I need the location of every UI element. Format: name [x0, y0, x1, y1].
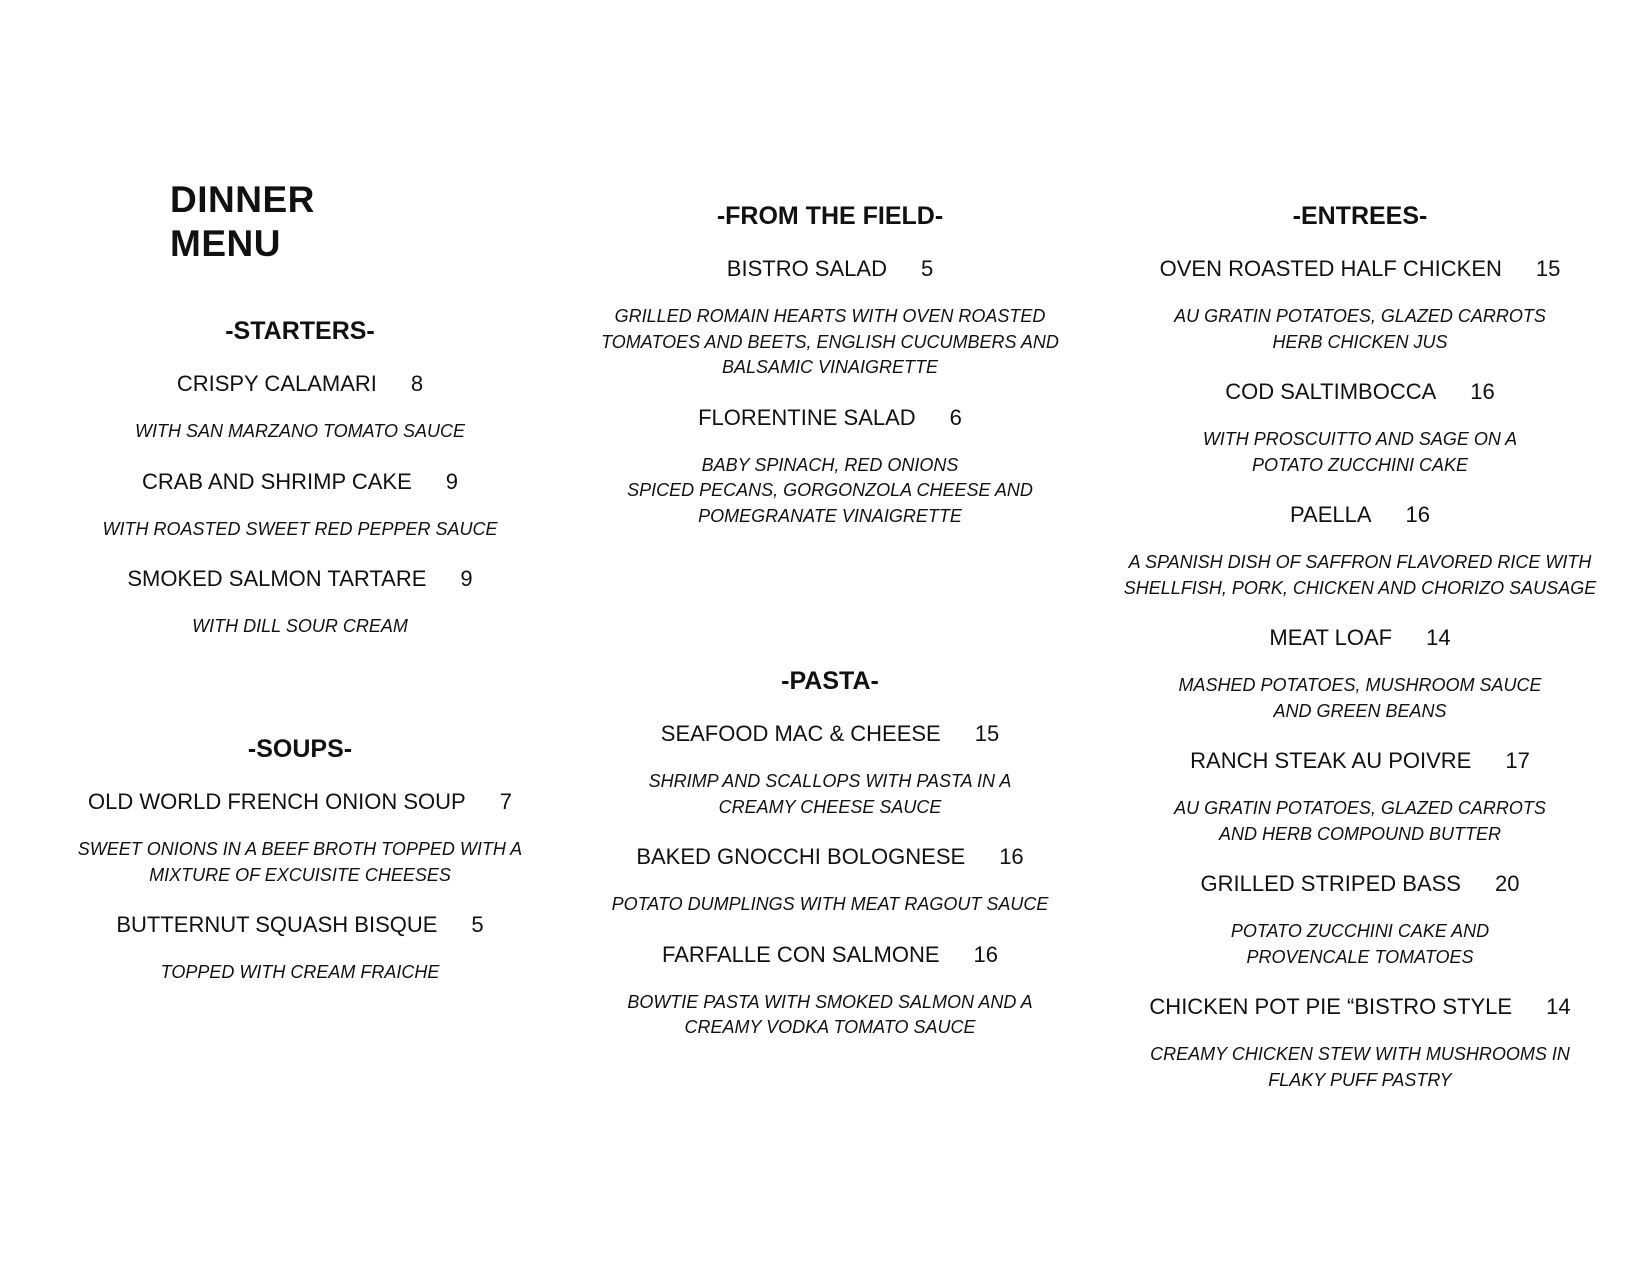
- item-description: [575, 304, 1085, 381]
- item-description: [1110, 427, 1610, 478]
- item-price: 5: [920, 256, 934, 281]
- item-description: [1110, 796, 1610, 847]
- item-description: [60, 419, 540, 445]
- item-description: [60, 614, 540, 640]
- item-description-line: WITH DILL SOUR CREAM: [192, 616, 408, 636]
- item-name: CHICKEN POT PIE “BISTRO STYLE: [1149, 994, 1513, 1019]
- item-line: [575, 403, 1085, 433]
- menu-item: [575, 254, 1085, 381]
- item-description-line: POMEGRANATE VINAIGRETTE: [698, 505, 962, 526]
- item-price: 16: [1470, 379, 1495, 404]
- item-line: [1110, 746, 1610, 776]
- item-line: [60, 467, 540, 497]
- item-description-line: CREAMY CHEESE SAUCE: [718, 796, 942, 817]
- section-heading-soups: -SOUPS-: [247, 735, 353, 763]
- item-line: [60, 564, 540, 594]
- menu-item: [1110, 377, 1610, 478]
- item-description: [60, 837, 540, 888]
- item-description-line: SWEET ONIONS IN A BEEF BROTH TOPPED WITH A: [77, 839, 523, 859]
- item-line: [1110, 377, 1610, 407]
- item-description-line: MASHED POTATOES, MUSHROOM SAUCE: [1178, 675, 1542, 695]
- item-line: [1110, 623, 1610, 653]
- item-description: [1110, 919, 1610, 970]
- item-name: CRAB AND SHRIMP CAKE: [141, 468, 412, 494]
- menu-item: [60, 369, 540, 445]
- section-heading-entrees: -ENTREES-: [1292, 202, 1428, 230]
- item-line: [1110, 992, 1610, 1022]
- starters-items: [60, 369, 540, 640]
- item-name: CRISPY CALAMARI: [176, 371, 377, 396]
- item-name: SEAFOOD MAC & CHEESE: [660, 721, 941, 746]
- item-description-line: POTATO ZUCCHINI CAKE AND: [1230, 921, 1490, 941]
- item-description-line: POTATO DUMPLINGS WITH MEAT RAGOUT SAUCE: [611, 894, 1049, 914]
- item-description-line: BABY SPINACH, RED ONIONS: [701, 454, 959, 475]
- item-name: BAKED GNOCCHI BOLOGNESE: [636, 844, 966, 869]
- item-price: 6: [949, 404, 962, 430]
- menu-item: [575, 719, 1085, 820]
- section-pasta: [575, 665, 1085, 1063]
- item-description-line: MIXTURE OF EXCUISITE CHEESES: [149, 864, 451, 885]
- item-description-line: SPICED PECANS, GORGONZOLA CHEESE AND: [627, 480, 1033, 500]
- section-heading-from-the-field: -FROM THE FIELD-: [716, 202, 944, 230]
- item-description-line: BALSAMIC VINAIGRETTE: [721, 357, 939, 377]
- item-name: MEAT LOAF: [1269, 625, 1393, 650]
- item-description-line: WITH SAN MARZANO TOMATO SAUCE: [134, 421, 466, 441]
- item-line: [60, 787, 540, 817]
- item-name: BUTTERNUT SQUASH BISQUE: [116, 912, 438, 937]
- item-description: [60, 960, 540, 986]
- item-name: SMOKED SALMON TARTARE: [127, 566, 427, 591]
- item-description-line: CREAMY VODKA TOMATO SAUCE: [684, 1017, 976, 1037]
- item-description: [1110, 304, 1610, 355]
- item-price: 14: [1546, 994, 1571, 1019]
- item-description-line: WITH PROSCUITTO AND SAGE ON A: [1202, 429, 1518, 449]
- item-name: OLD WORLD FRENCH ONION SOUP: [88, 789, 466, 814]
- item-description-line: TOPPED WITH CREAM FRAICHE: [160, 962, 440, 982]
- menu-item: [1110, 992, 1610, 1093]
- item-description: [575, 769, 1085, 820]
- section-soups: [60, 733, 540, 1008]
- item-line: [1110, 869, 1610, 899]
- section-heading-starters: -STARTERS-: [225, 317, 375, 345]
- item-line: [575, 940, 1085, 970]
- item-description-line: AU GRATIN POTATOES, GLAZED CARROTS: [1174, 306, 1546, 326]
- item-description-line: TOMATOES AND BEETS, ENGLISH CUCUMBERS AND: [601, 331, 1059, 352]
- section-heading-pasta: -PASTA-: [781, 667, 879, 695]
- item-description: [575, 892, 1085, 918]
- item-description-line: POTATO ZUCCHINI CAKE: [1251, 454, 1469, 475]
- item-price: 15: [1535, 256, 1561, 281]
- item-name: COD SALTIMBOCCA: [1225, 379, 1437, 404]
- item-description-line: A SPANISH DISH OF SAFFRON FLAVORED RICE WITH: [1128, 552, 1592, 572]
- menu-title: DINNER MENU: [170, 179, 315, 264]
- entrees-items: [1110, 254, 1610, 1093]
- item-description-line: FLAKY PUFF PASTRY: [1268, 1069, 1452, 1090]
- section-from-the-field: [575, 200, 1085, 551]
- item-description-line: HERB CHICKEN JUS: [1272, 331, 1448, 352]
- section-starters: [60, 315, 540, 662]
- item-description: [575, 990, 1085, 1041]
- item-price: 9: [445, 468, 459, 494]
- menu-item: [60, 787, 540, 888]
- item-name: BISTRO SALAD: [726, 256, 887, 281]
- menu-item: [60, 467, 540, 543]
- item-price: 5: [471, 912, 484, 937]
- item-price: 16: [973, 941, 998, 967]
- menu-item: [1110, 623, 1610, 724]
- item-description-line: BOWTIE PASTA WITH SMOKED SALMON AND A: [627, 991, 1033, 1012]
- item-description-line: AND HERB COMPOUND BUTTER: [1218, 823, 1501, 844]
- item-price: 17: [1505, 748, 1530, 773]
- pasta-items: [575, 719, 1085, 1041]
- item-line: [575, 719, 1085, 749]
- menu-item: [60, 910, 540, 986]
- item-name: FLORENTINE SALAD: [698, 404, 916, 430]
- item-line: [1110, 500, 1610, 530]
- item-price: 20: [1494, 871, 1520, 896]
- menu-item: [1110, 254, 1610, 355]
- item-name: FARFALLE CON SALMONE: [661, 941, 940, 967]
- item-price: 16: [999, 844, 1024, 869]
- item-description: [1110, 673, 1610, 724]
- item-description: [575, 453, 1085, 530]
- item-price: 16: [1405, 502, 1431, 527]
- item-description-line: AU GRATIN POTATOES, GLAZED CARROTS: [1174, 798, 1546, 818]
- item-name: GRILLED STRIPED BASS: [1200, 871, 1461, 896]
- item-description-line: WITH ROASTED SWEET RED PEPPER SAUCE: [102, 518, 498, 539]
- menu-item: [1110, 500, 1610, 601]
- item-line: [575, 842, 1085, 872]
- item-price: 14: [1426, 625, 1451, 650]
- item-description-line: GRILLED ROMAIN HEARTS WITH OVEN ROASTED: [614, 306, 1046, 326]
- item-description: [60, 517, 540, 543]
- item-name: RANCH STEAK AU POIVRE: [1190, 748, 1472, 773]
- section-entrees: [1110, 200, 1610, 1115]
- item-description-line: PROVENCALE TOMATOES: [1246, 946, 1474, 967]
- item-name: PAELLA: [1289, 502, 1372, 527]
- menu-item: [575, 940, 1085, 1041]
- item-description-line: SHELLFISH, PORK, CHICKEN AND CHORIZO SAUSAGE: [1123, 577, 1597, 598]
- item-price: 7: [499, 789, 512, 814]
- item-price: 15: [974, 721, 1000, 746]
- item-line: [60, 369, 540, 399]
- item-line: [575, 254, 1085, 284]
- item-description-line: AND GREEN BEANS: [1273, 700, 1447, 721]
- item-description-line: CREAMY CHICKEN STEW WITH MUSHROOMS IN: [1150, 1044, 1570, 1064]
- item-line: [1110, 254, 1610, 284]
- item-price: 8: [410, 371, 424, 396]
- menu-item: [1110, 869, 1610, 970]
- menu-item: [60, 564, 540, 640]
- menu-item: [575, 842, 1085, 918]
- item-description: [1110, 550, 1610, 601]
- item-line: [60, 910, 540, 940]
- menu-item: [575, 403, 1085, 530]
- item-price: 9: [460, 566, 473, 591]
- item-description: [1110, 1042, 1610, 1093]
- menu-item: [1110, 746, 1610, 847]
- item-name: OVEN ROASTED HALF CHICKEN: [1159, 256, 1502, 281]
- item-description-line: SHRIMP AND SCALLOPS WITH PASTA IN A: [648, 771, 1012, 791]
- from-the-field-items: [575, 254, 1085, 529]
- soups-items: [60, 787, 540, 986]
